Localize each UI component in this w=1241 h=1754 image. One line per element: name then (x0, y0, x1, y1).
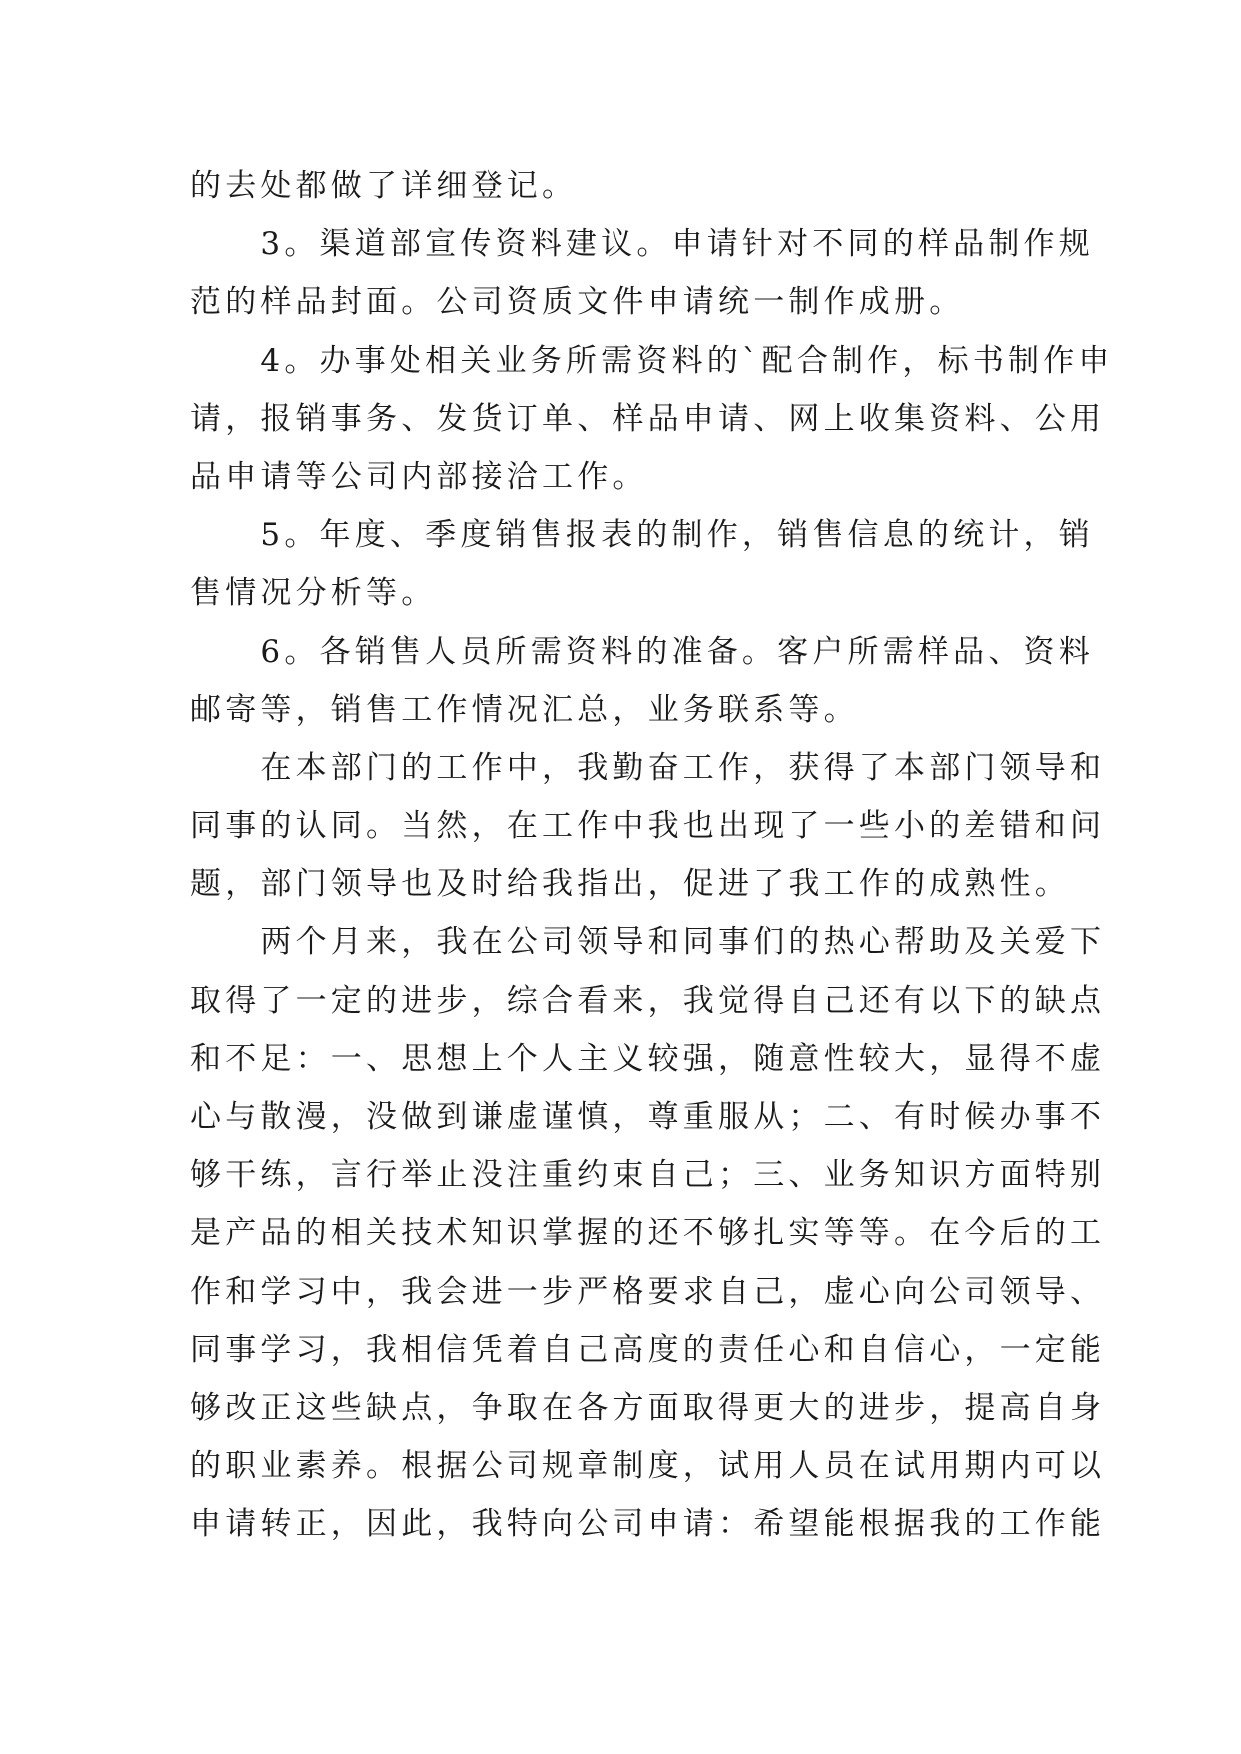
text-line: 申请转正，因此，我特向公司申请：希望能根据我的工作能 (190, 1506, 1106, 1543)
text-line: 取得了一定的进步，综合看来，我觉得自己还有以下的缺点 (190, 982, 1106, 1019)
text-line: 3。渠道部宣传资料建议。申请针对不同的样品制作规 (190, 226, 1094, 263)
text-line: 两个月来，我在公司领导和同事们的热心帮助及关爱下 (190, 924, 1106, 961)
text-line: 5。年度、季度销售报表的制作，销售信息的统计，销 (190, 517, 1094, 554)
text-line: 够干练，言行举止没注重约束自己；三、业务知识方面特别 (190, 1157, 1106, 1194)
text-line: 范的样品封面。公司资质文件申请统一制作成册。 (190, 284, 965, 321)
text-line: 的去处都做了详细登记。 (190, 168, 578, 204)
text-line: 够改正这些缺点，争取在各方面取得更大的进步，提高自身 (190, 1389, 1106, 1426)
text-line: 在本部门的工作中，我勤奋工作，获得了本部门领导和 (190, 749, 1106, 786)
text-line: 题，部门领导也及时给我指出，促进了我工作的成熟性。 (190, 866, 1070, 903)
body-text (190, 157, 1114, 1554)
text-line: 同事学习，我相信凭着自己高度的责任心和自信心，一定能 (190, 1331, 1106, 1368)
text-line: 心与散漫，没做到谦虚谨慎，尊重服从；二、有时候办事不 (190, 1099, 1106, 1135)
text-line: 是产品的相关技术知识掌握的还不够扎实等等。在今后的工 (190, 1215, 1106, 1252)
text-line: 和不足：一、思想上个人主义较强，随意性较大，显得不虚 (190, 1040, 1106, 1077)
text-line: 4。办事处相关业务所需资料的`配合制作，标书制作申 (190, 342, 1114, 379)
text-line: 品申请等公司内部接洽工作。 (190, 458, 648, 495)
text-line: 售情况分析等。 (190, 575, 437, 612)
text-line: 6。各销售人员所需资料的准备。客户所需样品、资料 (190, 633, 1094, 670)
text-line: 的职业素养。根据公司规章制度，试用人员在试用期内可以 (190, 1448, 1106, 1485)
text-line: 请，报销事务、发货订单、样品申请、网上收集资料、公用 (190, 400, 1106, 437)
text-line: 邮寄等，销售工作情况汇总，业务联系等。 (190, 691, 859, 728)
text-line: 同事的认同。当然，在工作中我也出现了一些小的差错和问 (190, 808, 1106, 845)
text-line: 作和学习中，我会进一步严格要求自己，虚心向公司领导、 (190, 1273, 1106, 1310)
